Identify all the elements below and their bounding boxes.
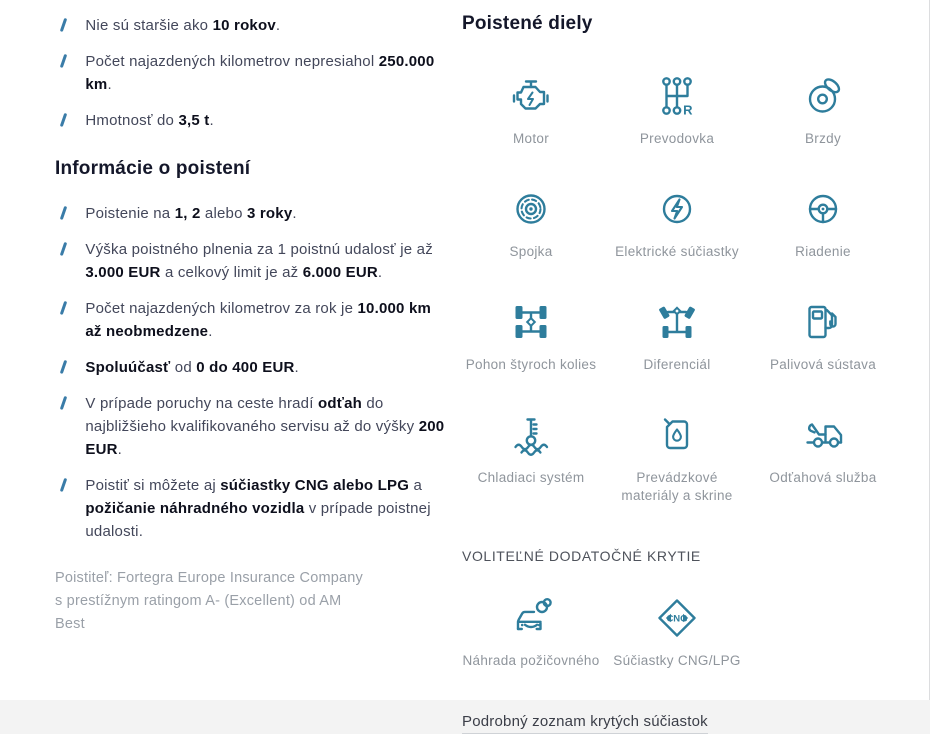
differential-icon [653,288,701,356]
bullet-text: Poistenie na 1, 2 alebo 3 roky. [85,205,297,222]
benefits-column [55,0,451,636]
covered-parts-grid [458,62,910,532]
part-item [458,62,604,148]
part-item [458,288,604,374]
slash-bullet-icon [60,242,68,256]
fuel-pump-icon [799,288,847,356]
bullet-item [55,14,451,37]
part-item [750,288,896,374]
part-item [750,401,896,505]
part-label: Palivová sústava [769,357,877,372]
slash-bullet-icon [60,360,68,374]
coolant-icon [507,401,555,469]
covered-parts-detail-link[interactable]: Podrobný zoznam krytých súčiastok [462,713,708,734]
bullet-text: V prípade poruchy na ceste hradí odťah do najbližšieho kvalifikovaného servisu až do výšky 200 EUR. [85,395,445,458]
rental-car-coin-icon [507,584,555,652]
slash-bullet-icon [60,301,68,315]
brake-disc-icon [799,62,847,130]
part-label: Motor [512,131,549,146]
part-label: Prevádzkové materiály a skrine [621,470,733,503]
optional-coverage-heading: VOLITEĽNÉ DODATOČNÉ KRYTIE [462,548,701,564]
covered-parts-column [458,0,910,734]
optional-coverage-grid [458,584,910,697]
part-item [604,584,750,670]
part-label: Diferenciál [643,357,711,372]
bullet-item [55,202,451,225]
four-wheel-drive-icon [507,288,555,356]
gearbox-icon [653,62,701,130]
part-item [750,62,896,148]
slash-bullet-icon [60,18,68,32]
slash-bullet-icon [60,113,68,127]
bullet-item [55,238,451,284]
bullet-text: Hmotnosť do 3,5 t. [85,112,214,129]
bullet-item [55,297,451,343]
cng-badge-icon [653,584,701,652]
part-item [458,175,604,261]
bullet-item [55,474,451,543]
oil-canister-icon [653,401,701,469]
part-label: Náhrada požičovného [462,653,600,668]
slash-bullet-icon [60,54,68,68]
lightning-circle-icon [653,175,701,243]
slash-bullet-icon [60,396,68,410]
part-item [604,288,750,374]
part-item [458,401,604,505]
bullet-item [55,109,451,132]
slash-bullet-icon [60,206,68,220]
clutch-icon [507,175,555,243]
covered-parts-heading: Poistené diely [462,13,593,34]
insurance-info-list [55,202,451,543]
bullet-item [55,392,451,461]
vehicle-conditions-list [55,14,451,132]
part-label: Brzdy [804,131,841,146]
slash-bullet-icon [60,478,68,492]
part-label: Spojka [509,244,553,259]
insurer-note: Poistiteľ: Fortegra Europe Insurance Company s prestížnym ratingom A- (Excellent) od AM Best [55,570,364,632]
bullet-text: Počet najazdených kilometrov za rok je 10.000 km až neobmedzene. [85,300,432,340]
part-label: Riadenie [795,244,851,259]
bullet-text: Nie sú staršie ako 10 rokov. [85,17,281,34]
bullet-text: Počet najazdených kilometrov nepresiahol 250.000 km. [85,53,435,93]
part-label: Prevodovka [639,131,715,146]
part-item [458,584,604,670]
tow-truck-icon [799,401,847,469]
bullet-text: Spoluúčasť od 0 do 400 EUR. [85,359,299,376]
insurance-info-heading: Informácie o poistení [55,158,251,179]
part-item [604,401,750,505]
part-label: Elektrické súčiastky [615,244,739,259]
svg-text:CNG: CNG [666,613,688,625]
part-item [750,175,896,261]
engine-icon [507,62,555,130]
steering-wheel-icon [799,175,847,243]
bullet-text: Poistiť si môžete aj súčiastky CNG alebo LPG a požičanie náhradného vozidla v prípade poistnej udalosti. [85,477,431,540]
part-label: Súčiastky CNG/LPG [613,653,741,668]
part-label: Chladiaci systém [477,470,585,485]
part-label: Pohon štyroch kolies [465,357,597,372]
part-item [604,62,750,148]
svg-text:R: R [683,102,693,118]
bullet-item [55,356,451,379]
part-item [604,175,750,261]
bullet-item [55,50,451,96]
part-label: Odťahová služba [769,470,877,485]
bullet-text: Výška poistného plnenia za 1 poistnú udalosť je až 3.000 EUR a celkový limit je až 6.000 EUR. [85,241,433,281]
